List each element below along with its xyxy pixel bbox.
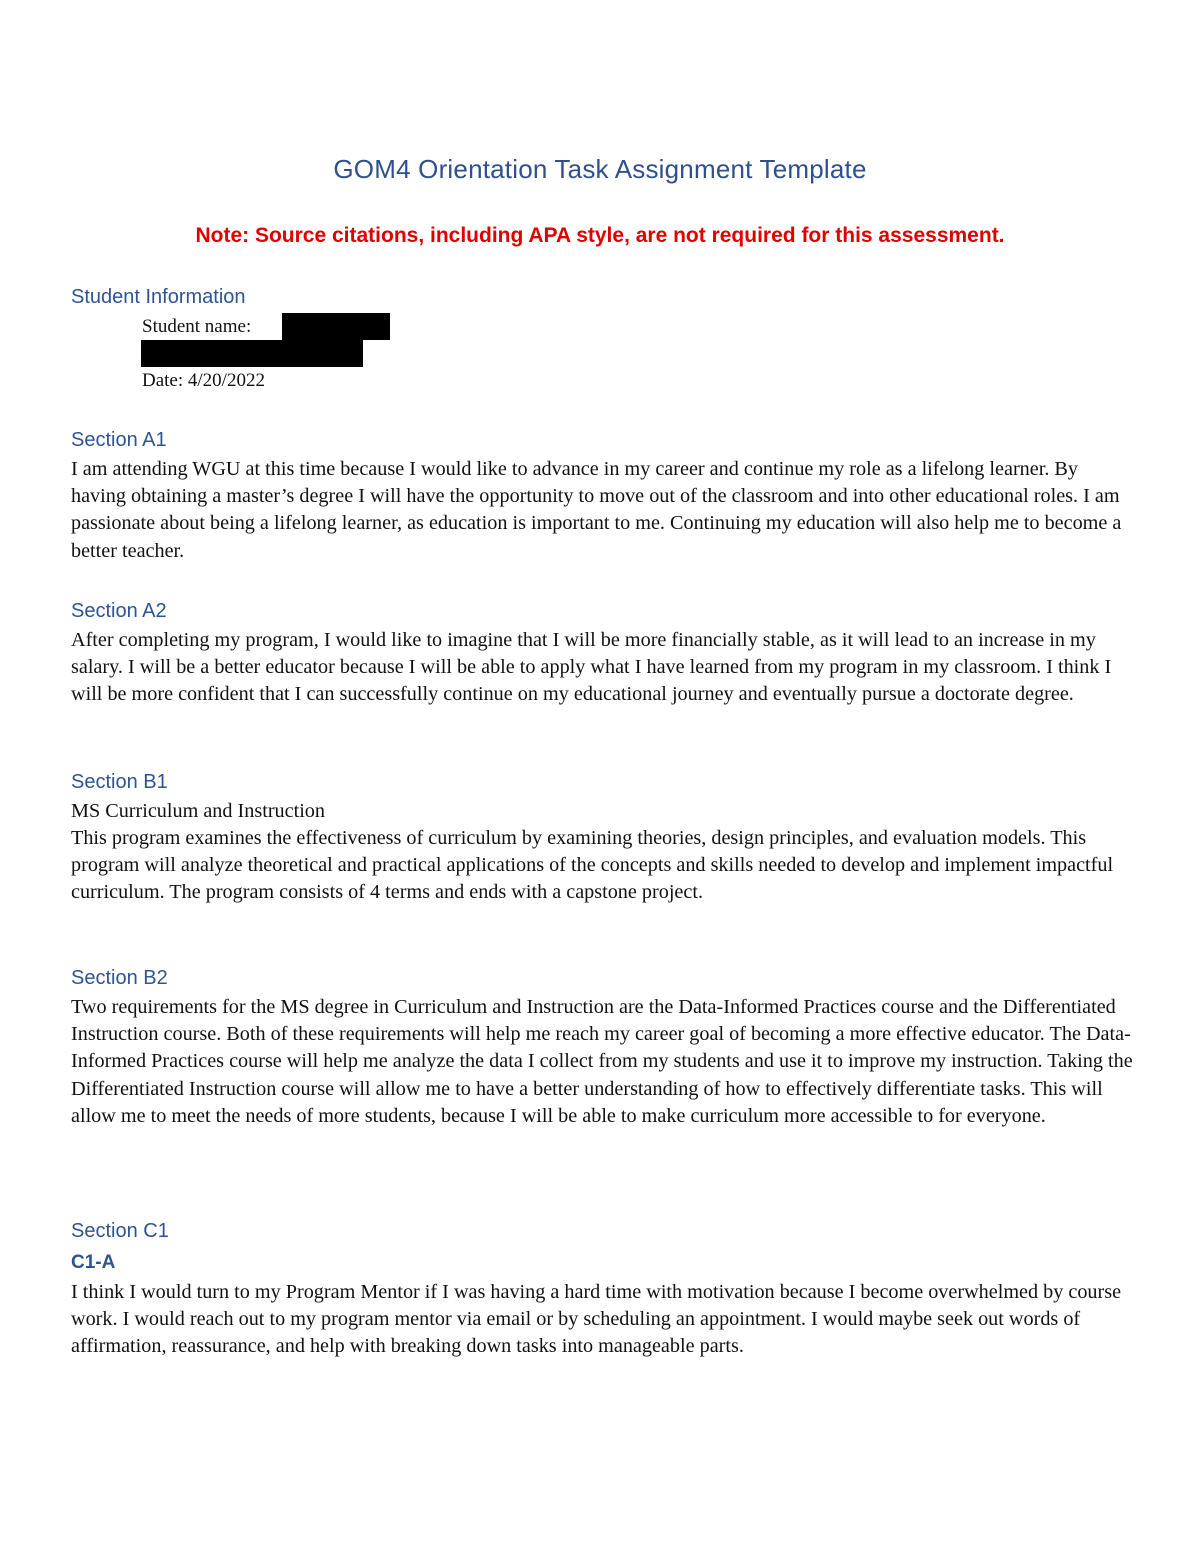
- section-b1-program-name: MS Curriculum and Instruction: [71, 800, 325, 822]
- section-c1-heading: Section C1: [71, 1220, 169, 1242]
- student-name-label: Student name:: [142, 316, 252, 337]
- section-b2-text: Two requirements for the MS degree in Curriculum and Instruction are the Data-Informed Practices course and the Differentiated Instruction course. Both of these requirements will help me reach my career goal of becoming a more effective educator. The Data-Informed Practices course will help me analyze the data I collect from my students and use it to improve my instruction. Taking the Differentiated Instruction course will allow me to have a better understanding of how to effectively differentiate tasks. This will allow me to meet the needs of more students, because I will be able to make curriculum more accessible to for everyone.: [71, 996, 1133, 1127]
- redacted-student-id: [141, 340, 363, 367]
- redacted-student-name: [282, 313, 390, 340]
- student-information-heading: Student Information: [71, 286, 246, 308]
- date-line: Date: 4/20/2022: [142, 370, 265, 391]
- section-a1-heading: Section A1: [71, 429, 167, 451]
- assessment-note: Note: Source citations, including APA style, are not required for this assessment.: [195, 224, 1005, 247]
- document-title: GOM4 Orientation Task Assignment Template: [333, 154, 867, 184]
- section-b2-heading: Section B2: [71, 967, 168, 989]
- section-a2-heading: Section A2: [71, 600, 167, 622]
- section-c1-a-subheading: C1-A: [71, 1252, 116, 1273]
- section-c1-a-text: I think I would turn to my Program Mentor if I was having a hard time with motivation because I become overwhelmed by course work. I would reach out to my program mentor via email or by scheduling an appointment. I would maybe seek out words of affirmation, reassurance, and help with breaking down tasks into manageable parts.: [71, 1281, 1122, 1358]
- section-a1-text: I am attending WGU at this time because I would like to advance in my career and continue my role as a lifelong learner. By having obtaining a master’s degree I will have the opportunity to move out of the classroom and into other educational roles. I am passionate about being a lifelong learner, as education is important to me. Continuing my education will also help me to become a better teacher.: [71, 458, 1122, 562]
- section-a2-text: After completing my program, I would like to imagine that I will be more financially stable, as it will lead to an increase in my salary. I will be a better educator because I will be able to apply what I have learned from my program in my classroom. I think I will be more confident that I can successfully continue on my educational journey and eventually pursue a doctorate degree.: [71, 629, 1112, 706]
- section-b1-text: This program examines the effectiveness of curriculum by examining theories, design principles, and evaluation models. This program will analyze theoretical and practical applications of the concepts and skills needed to develop and implement impactful curriculum. The program consists of 4 terms and ends with a capstone project.: [71, 827, 1114, 904]
- section-b1-heading: Section B1: [71, 771, 168, 793]
